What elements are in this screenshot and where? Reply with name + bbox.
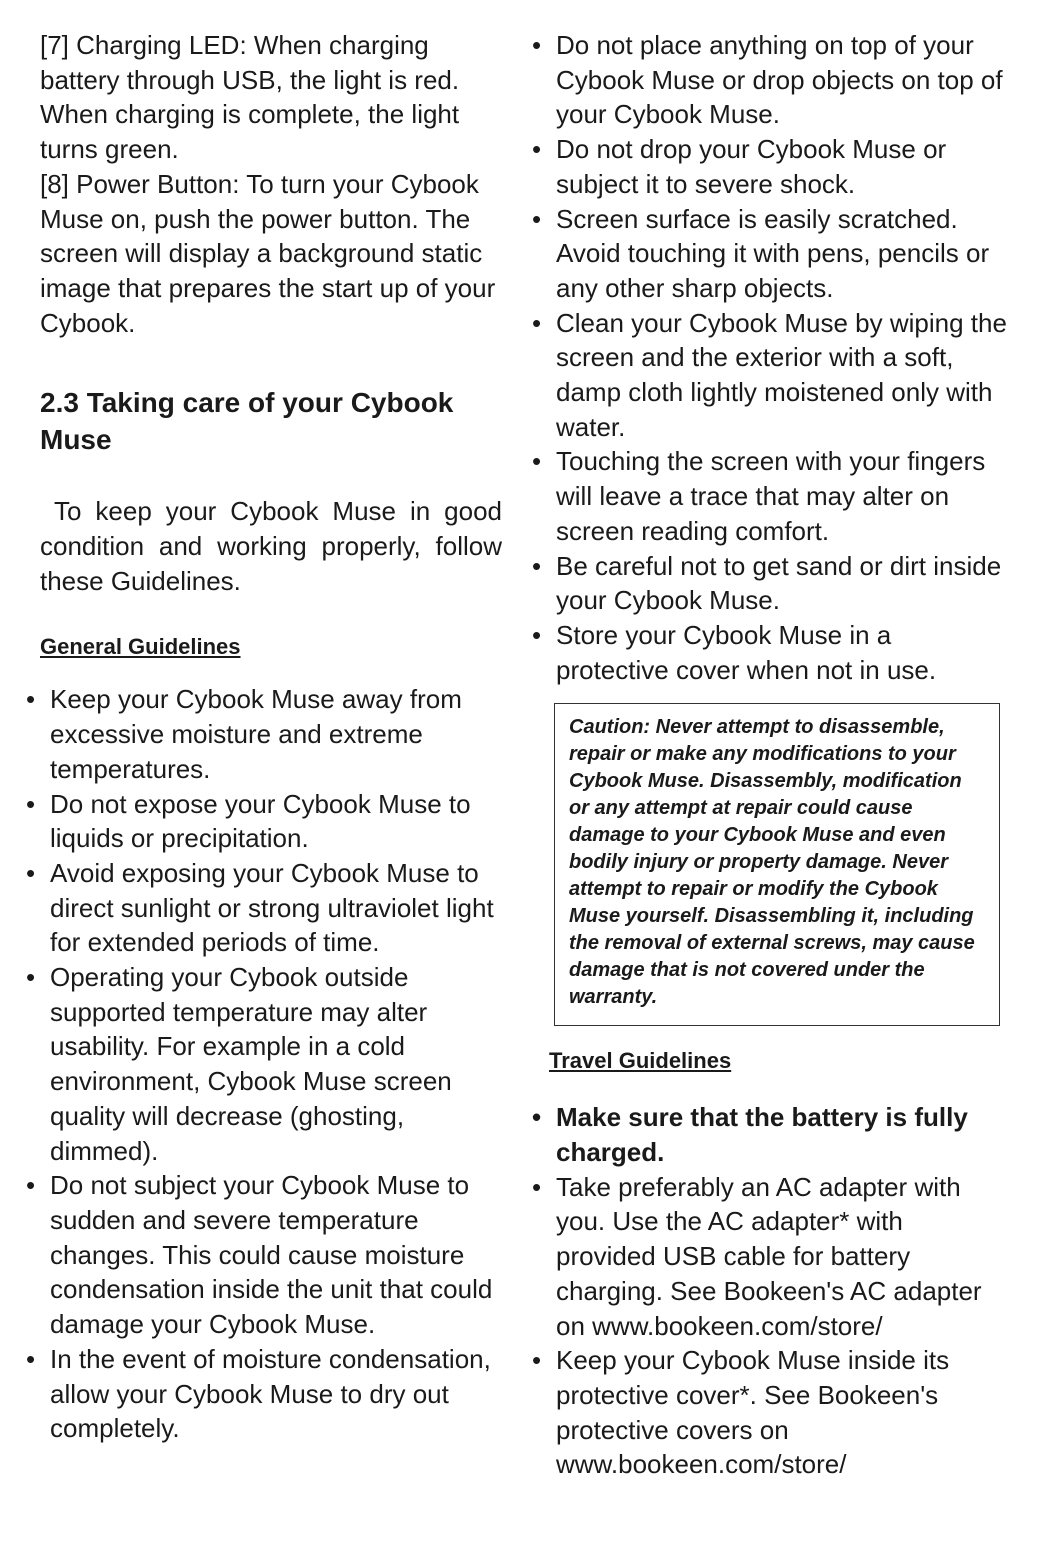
list-item: • Touching the screen with your fingers will leave a trace that may alter on screen reading comfort. (532, 444, 1008, 548)
intro-paragraph: To keep your Cybook Muse in good condition and working properly, follow these Guidelines. (40, 496, 502, 596)
travel-guidelines-list (532, 1100, 1008, 1482)
list-item: • Do not drop your Cybook Muse or subject it to severe shock. (532, 132, 1008, 201)
list-item: • Be careful not to get sand or dirt inside your Cybook Muse. (532, 549, 1008, 618)
list-item: • Avoid exposing your Cybook Muse to direct sunlight or strong ultraviolet light for extended periods of time. (26, 856, 502, 960)
section-heading: 2.3 Taking care of your Cybook Muse (40, 387, 454, 456)
list-item: • Take preferably an AC adapter with you. Use the AC adapter* with provided USB cable for battery charging. See Bookeen's AC adapter on www.bookeen.com/store/ (532, 1170, 1008, 1344)
list-item: • Do not subject your Cybook Muse to sudden and severe temperature changes. This could cause moisture condensation inside the unit that could damage your Cybook Muse. (26, 1168, 502, 1342)
general-guidelines-list (26, 682, 502, 1445)
right-column (532, 28, 1008, 1482)
list-item: • Do not place anything on top of your Cybook Muse or drop objects on top of your Cybook Muse. (532, 28, 1008, 132)
power-button-paragraph: [8] Power Button: To turn your Cybook Muse on, push the power button. The screen will display a background static image that prepares the start up of your Cybook. (40, 168, 496, 338)
travel-guidelines-heading: Travel Guidelines (549, 1048, 732, 1074)
list-item: • Screen surface is easily scratched. Avoid touching it with pens, pencils or any other sharp objects. (532, 202, 1008, 306)
list-item: • Store your Cybook Muse in a protective cover when not in use. (532, 618, 1008, 687)
list-item: • Do not expose your Cybook Muse to liquids or precipitation. (26, 787, 502, 856)
general-guidelines-list-continued (532, 28, 1008, 687)
caution-box: Caution: Never attempt to disassemble, repair or make any modifications to your Cybook Muse. Disassembly, modification or any attempt at repair could cause damage to your Cybook Muse and even bodily injury or property damage. Never attempt to repair or modify the Cybook Muse yourself. Disassembling it, including the removal of external screws, may cause damage that is not covered under the warranty. (554, 703, 1000, 1026)
left-column (40, 28, 502, 1446)
list-item: • Operating your Cybook outside supported temperature may alter usability. For example in a cold environment, Cybook Muse screen quality will decrease (ghosting, dimmed). (26, 960, 502, 1168)
list-item: • Make sure that the battery is fully charged. (532, 1100, 1008, 1169)
list-item: • Keep your Cybook Muse away from excessive moisture and extreme temperatures. (26, 682, 502, 786)
charging-led-paragraph: [7] Charging LED: When charging battery through USB, the light is red. When charging is complete, the light turns green. (40, 30, 460, 165)
list-item: • Keep your Cybook Muse inside its protective cover*. See Bookeen's protective covers on www.bookeen.com/store/ (532, 1343, 1008, 1482)
list-item: • Clean your Cybook Muse by wiping the screen and the exterior with a soft, damp cloth lightly moistened only with water. (532, 306, 1008, 445)
list-item: • In the event of moisture condensation, allow your Cybook Muse to dry out completely. (26, 1342, 502, 1446)
general-guidelines-heading: General Guidelines (40, 634, 241, 660)
